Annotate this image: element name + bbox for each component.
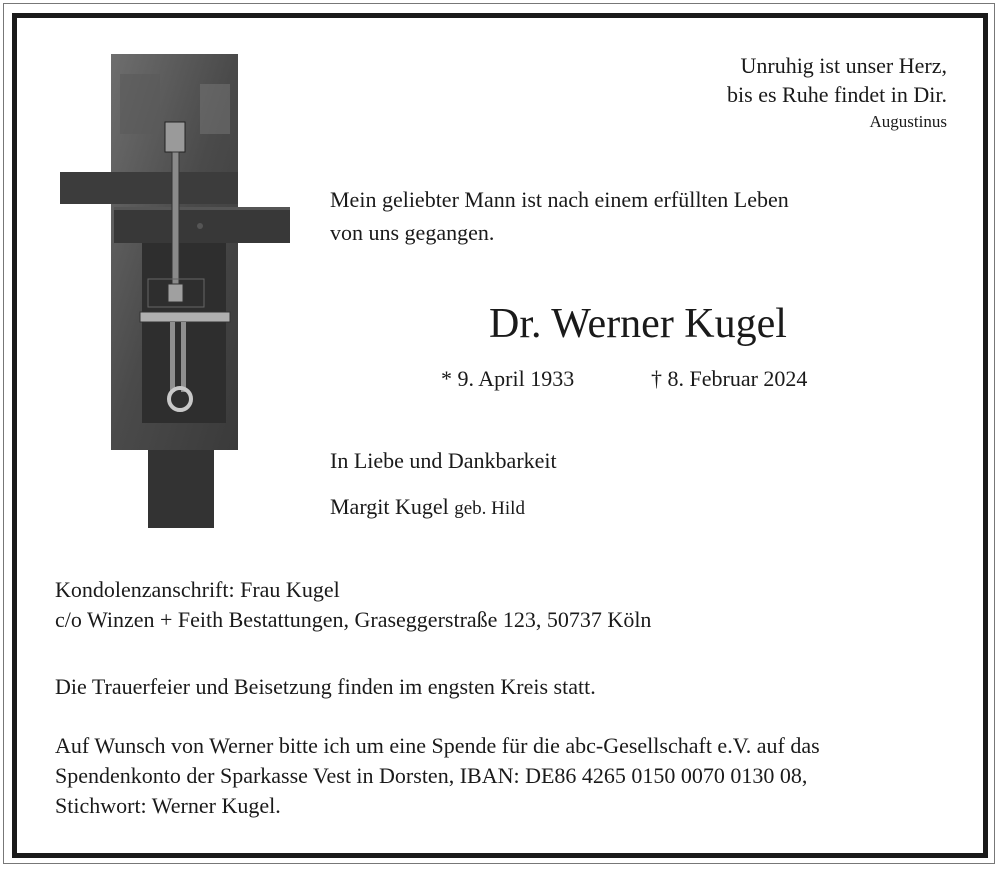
deceased-name: Dr. Werner Kugel (489, 301, 787, 347)
intro-line-1: Mein geliebter Mann ist nach einem erfüllten Leben (330, 187, 789, 212)
condolence-line-1: Kondolenzanschrift: Frau Kugel (55, 577, 340, 602)
quote-author: Augustinus (869, 112, 947, 131)
ceremony-text: Die Trauerfeier und Beisetzung finden im engsten Kreis statt. (55, 674, 596, 699)
death-date: † 8. Februar 2024 (651, 366, 808, 391)
donation-line-1: Auf Wunsch von Werner bitte ich um eine Spende für die abc-Gesellschaft e.V. auf das (55, 733, 820, 758)
mourner (330, 494, 525, 520)
mourner-name: Margit Kugel (330, 494, 449, 519)
birth-date: * 9. April 1933 (441, 366, 575, 391)
mourner-maiden-name: geb. Hild (454, 498, 525, 519)
closing-phrase: In Liebe und Dankbarkeit (330, 448, 557, 473)
quote-line-2: bis es Ruhe findet in Dir. (727, 82, 947, 107)
condolence-line-2: c/o Winzen + Feith Bestattungen, Graseggerstraße 123, 50737 Köln (55, 607, 652, 632)
cross-sculpture-image (60, 54, 290, 528)
donation-line-3: Stichwort: Werner Kugel. (55, 793, 281, 818)
intro-line-2: von uns gegangen. (330, 220, 495, 245)
donation-line-2: Spendenkonto der Sparkasse Vest in Dorsten, IBAN: DE86 4265 0150 0070 0130 08, (55, 763, 808, 788)
quote-line-1: Unruhig ist unser Herz, (740, 53, 947, 78)
